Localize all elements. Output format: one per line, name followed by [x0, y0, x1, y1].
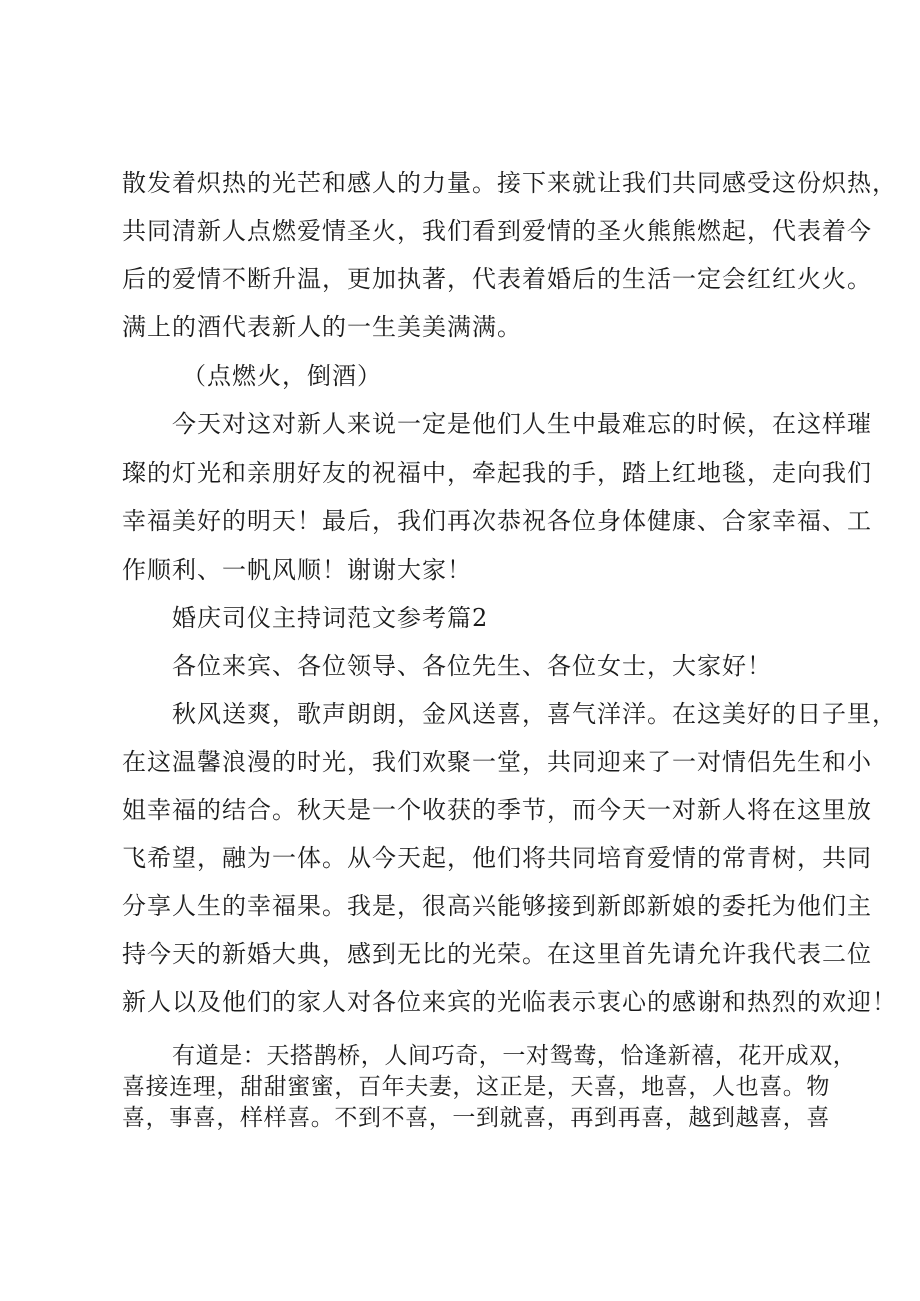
- text-line: 散发着炽热的光芒和感人的力量。接下来就让我们共同感受这份炽热，: [122, 169, 897, 197]
- text-line: 璨的灯光和亲朋好友的祝福中，牵起我的手，踏上红地毯，走向我们: [122, 459, 872, 487]
- text-line: 分享人生的幸福果。我是，很高兴能够接到新郎新娘的委托为他们主: [122, 892, 872, 920]
- text-line: 作顺利、一帆风顺！谢谢大家！: [122, 556, 472, 584]
- text-line: 后的爱情不断升温，更加执著，代表着婚后的生活一定会红红火火。: [122, 265, 872, 293]
- text-line: 喜接连理，甜甜蜜蜜，百年夫妻，这正是，天喜，地喜，人也喜。物: [122, 1074, 830, 1100]
- paragraph-start: 秋风送爽，歌声朗朗，金风送喜，喜气洋洋。在这美好的日子里，: [172, 700, 897, 728]
- section-heading: 婚庆司仪主持词范文参考篇2: [172, 604, 489, 632]
- text-line: 飞希望，融为一体。从今天起，他们将共同培育爱情的常青树，共同: [122, 844, 872, 872]
- text-line: 共同清新人点燃爱情圣火，我们看到爱情的圣火熊熊燃起，代表着今: [122, 217, 872, 245]
- text-line: 姐幸福的结合。秋天是一个收获的季节，而今天一对新人将在这里放: [122, 796, 872, 824]
- paragraph-start: 今天对这对新人来说一定是他们人生中最难忘的时候，在这样璀: [172, 410, 872, 438]
- text-line: 喜，事喜，样样喜。不到不喜，一到就喜，再到再喜，越到越喜，喜: [122, 1105, 830, 1131]
- text-line: 持今天的新婚大典，感到无比的光荣。在这里首先请允许我代表二位: [122, 940, 872, 968]
- greeting: 各位来宾、各位领导、各位先生、各位女士，大家好！: [172, 652, 772, 680]
- paragraph-start: 有道是：天搭鹊桥，人间巧奇，一对鸳鸯，恰逢新禧，花开成双，: [172, 1043, 857, 1069]
- text-line: 新人以及他们的家人对各位来宾的光临表示衷心的感谢和热烈的欢迎！: [122, 988, 897, 1016]
- stage-direction: （点燃火，倒酒）: [182, 362, 382, 390]
- text-line: 满上的酒代表新人的一生美美满满。: [122, 313, 522, 341]
- text-line: 在这温馨浪漫的时光，我们欢聚一堂，共同迎来了一对情侣先生和小: [122, 748, 872, 776]
- text-line: 幸福美好的明天！最后，我们再次恭祝各位身体健康、合家幸福、工: [122, 507, 872, 535]
